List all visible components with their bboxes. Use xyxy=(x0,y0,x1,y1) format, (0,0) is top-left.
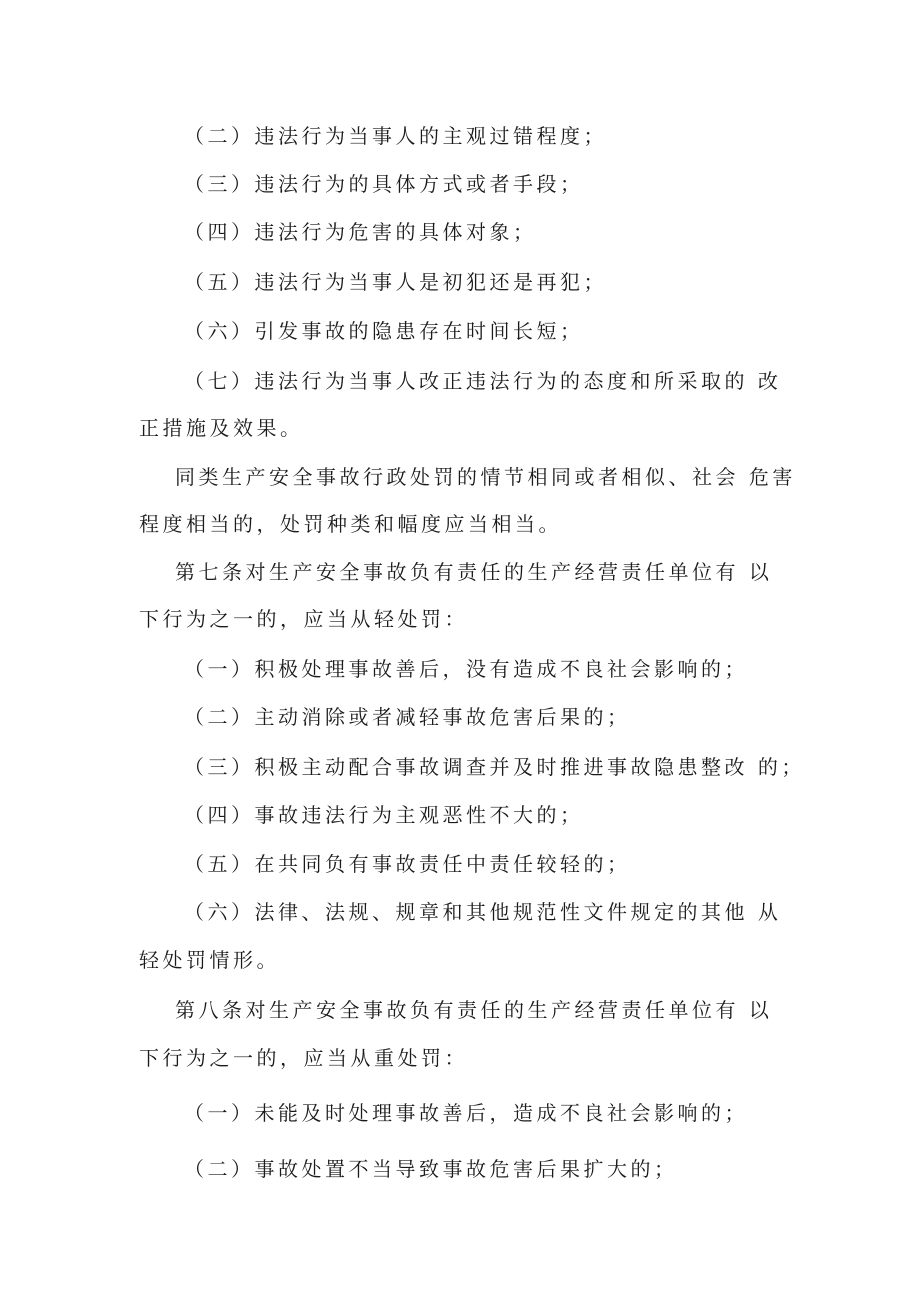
paragraph-similar-cases: 同类生产安全事故行政处罚的情节相同或者相似、社会 危害 xyxy=(175,465,796,489)
article-8-heading: 第八条对生产安全事故负有责任的生产经营责任单位有 以 xyxy=(175,998,773,1022)
paragraph-similar-cases-continuation: 程度相当的，处罚种类和幅度应当相当。 xyxy=(139,512,562,536)
item-7-continuation: 正措施及效果。 xyxy=(139,416,304,440)
article-7-item-3: （三）积极主动配合事故调查并及时推进事故隐患整改 的； xyxy=(184,755,805,779)
item-4-target: （四）违法行为危害的具体对象； xyxy=(184,220,537,244)
article-7-item-4: （四）事故违法行为主观恶性不大的； xyxy=(184,803,584,827)
item-2-subjective-fault: （二）违法行为当事人的主观过错程度； xyxy=(184,124,607,148)
article-7-heading: 第七条对生产安全事故负有责任的生产经营责任单位有 以 xyxy=(175,560,773,584)
item-3-method: （三）违法行为的具体方式或者手段； xyxy=(184,172,584,196)
article-8-item-2: （二）事故处置不当导致事故危害后果扩大的； xyxy=(184,1157,678,1181)
article-7-item-2: （二）主动消除或者减轻事故危害后果的； xyxy=(184,705,631,729)
article-7-item-6: （六）法律、法规、规章和其他规范性文件规定的其他 从 xyxy=(184,900,782,924)
item-6-hazard-duration: （六）引发事故的隐患存在时间长短； xyxy=(184,319,584,343)
article-7-continuation: 下行为之一的，应当从轻处罚： xyxy=(139,607,468,631)
item-7-correction-attitude: （七）违法行为当事人改正违法行为的态度和所采取的 改 xyxy=(184,369,782,393)
article-7-item-1: （一）积极处理事故善后，没有造成不良社会影响的； xyxy=(184,657,748,681)
article-7-item-5: （五）在共同负有事故责任中责任较轻的； xyxy=(184,852,631,876)
article-7-item-6-continuation: 轻处罚情形。 xyxy=(139,948,280,972)
article-8-item-1: （一）未能及时处理事故善后，造成不良社会影响的； xyxy=(184,1101,748,1125)
article-8-continuation: 下行为之一的，应当从重处罚： xyxy=(139,1046,468,1070)
item-5-repeat-offense: （五）违法行为当事人是初犯还是再犯； xyxy=(184,270,607,294)
